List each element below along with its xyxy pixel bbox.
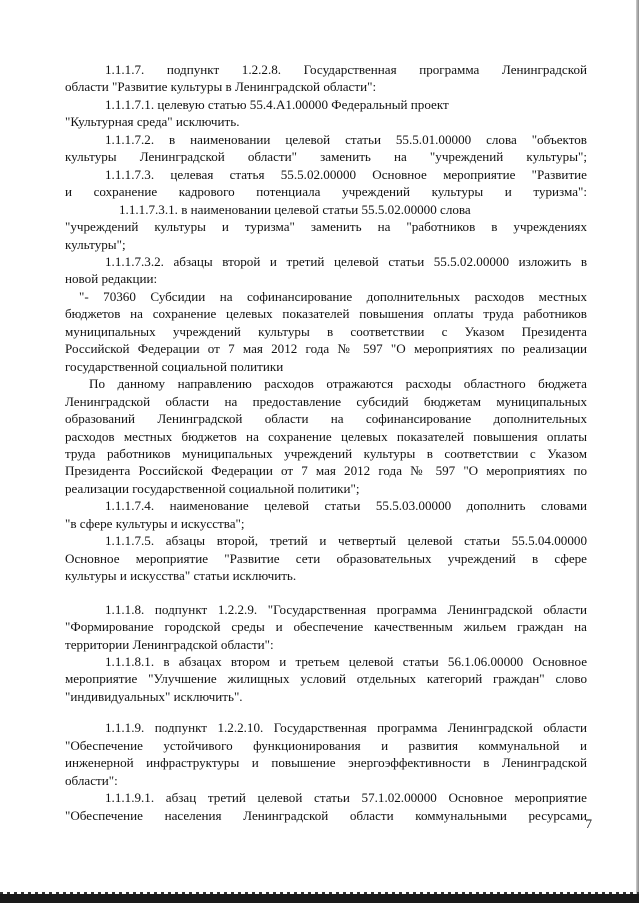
text-line: 1.1.1.7.1. целевую статью 55.4.А1.00000 Федеральный проект: [105, 96, 449, 112]
text-line: 1.1.1.7.3. целевая статья 55.5.02.00000 Основное мероприятие "Развитие: [105, 166, 587, 182]
text-line: 1.1.1.7.3.1. в наименовании целевой статьи 55.5.02.00000 слова: [119, 201, 471, 217]
scan-edge-bottom: [0, 894, 639, 903]
paragraph-gap: [65, 705, 587, 719]
text-line: и сохранение кадрового потенциала учреждений культуры и туризма":: [65, 184, 587, 200]
text-line: области":: [65, 772, 118, 788]
text-line: мероприятие "Улучшение жилищных условий отдельных категорий граждан" слово: [65, 671, 587, 687]
text-line: Президента Российской Федерации от 7 мая 2012 года № 597 "О мероприятиях по: [65, 463, 587, 479]
text-line: "Обеспечение населения Ленинградской области коммунальными ресурсами: [65, 807, 587, 823]
text-line: По данному направлению расходов отражаются расходы областного бюджета: [89, 376, 587, 392]
text-line: 1.1.1.7.4. наименование целевой статьи 55.5.03.00000 дополнить словами: [105, 498, 587, 514]
text-line: территории Ленинградской области":: [65, 636, 274, 652]
text-line: 1.1.1.8. подпункт 1.2.2.9. "Государственная программа Ленинградской области: [105, 601, 587, 617]
text-line: труда работников муниципальных учреждений культуры в соответствии с Указом: [65, 445, 587, 461]
text-line: муниципальных учреждений культуры в соответствии с Указом Президента: [65, 323, 587, 339]
text-line: области "Развитие культуры в Ленинградской области":: [65, 79, 377, 95]
text-line: "Формирование городской среды и обеспечение качественным жильем граждан на: [65, 619, 587, 635]
text-line: расходов местных бюджетов на сохранение целевых показателей повышения оплаты: [65, 428, 587, 444]
text-line: 1.1.1.7.5. абзацы второй, третий и четвертый целевой статьи 55.5.04.00000: [105, 533, 587, 549]
text-line: "Культурная среда" исключить.: [65, 114, 240, 130]
text-line: культуры Ленинградской области" заменить на "учреждений культуры";: [65, 149, 587, 165]
text-line: Ленинградской области на предоставление субсидий бюджетам муниципальных: [65, 393, 587, 409]
text-line: "индивидуальных" исключить".: [65, 688, 243, 704]
paragraph-gap: [65, 585, 587, 601]
text-line: "в сфере культуры и искусства";: [65, 515, 245, 531]
document-body: [65, 61, 587, 824]
text-line: культуры";: [65, 236, 126, 252]
text-line: бюджетов на сохранение целевых показателей повышения оплаты труда работников: [65, 306, 587, 322]
text-line: 1.1.1.7.3.2. абзацы второй и третий целевой статьи 55.5.02.00000 изложить в: [105, 253, 587, 269]
text-line: культуры и искусства" статьи исключить.: [65, 568, 297, 584]
text-line: реализации государственной социальной политики";: [65, 480, 360, 496]
text-line: "Обеспечение устойчивого функционирования и развития коммунальной и: [65, 737, 587, 753]
text-line: новой редакции:: [65, 271, 158, 287]
text-line: инженерной инфраструктуры и повышение энергоэффективности в Ленинградской: [65, 755, 587, 771]
text-line: образований Ленинградской области на софинансирование дополнительных: [65, 411, 587, 427]
text-line: "- 70360 Субсидии на софинансирование дополнительных расходов местных: [79, 288, 587, 304]
text-line: государственной социальной политики: [65, 358, 284, 374]
text-line: 1.1.1.9. подпункт 1.2.2.10. Государственная программа Ленинградской области: [105, 720, 587, 736]
text-line: Основное мероприятие "Развитие сети образовательных учреждений в сфере: [65, 550, 587, 566]
page-number: 7: [585, 816, 592, 831]
text-line: 1.1.1.9.1. абзац третий целевой статьи 57.1.02.00000 Основное мероприятие: [105, 790, 587, 806]
text-line: Российской Федерации от 7 мая 2012 года № 597 "О мероприятиях по реализации: [65, 341, 587, 357]
text-line: 1.1.1.8.1. в абзацах втором и третьем целевой статьи 56.1.06.00000 Основное: [105, 653, 587, 669]
text-line: 1.1.1.7. подпункт 1.2.2.8. Государственная программа Ленинградской: [105, 62, 587, 77]
text-line: 1.1.1.7.2. в наименовании целевой статьи 55.5.01.00000 слова "объектов: [105, 131, 587, 147]
text-line: "учреждений культуры и туризма" заменить на "работников в учреждениях: [65, 219, 587, 235]
